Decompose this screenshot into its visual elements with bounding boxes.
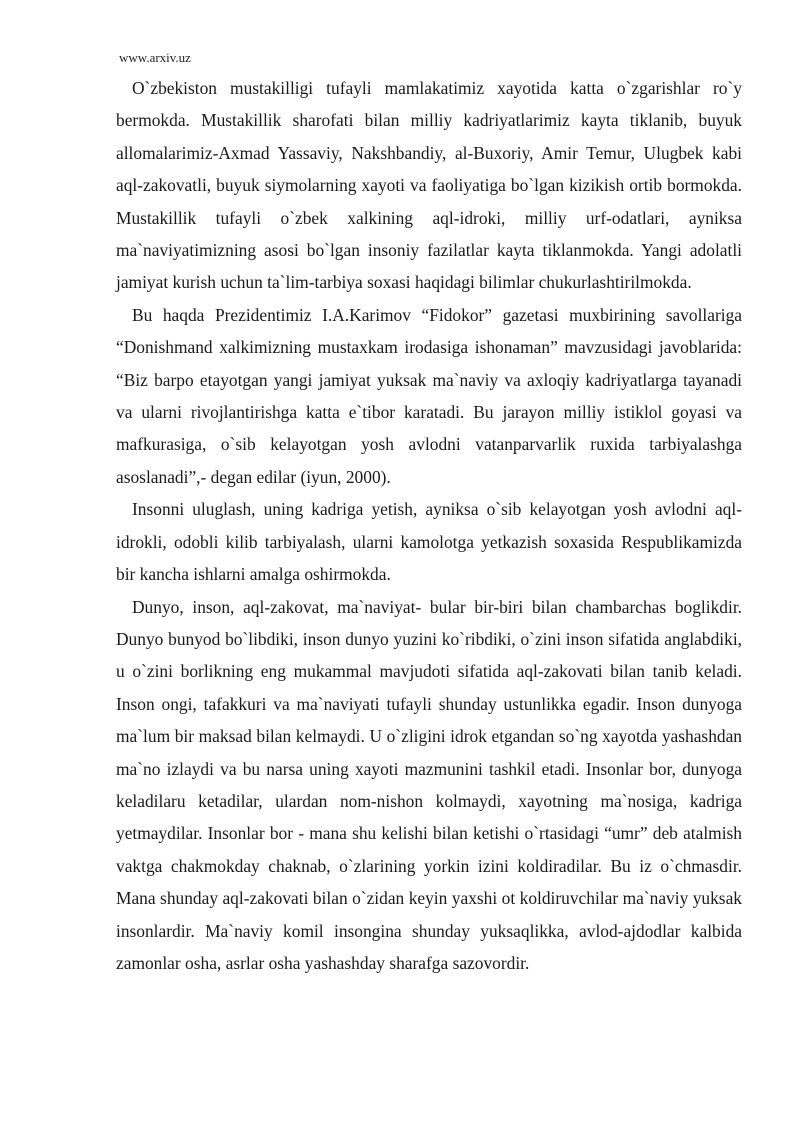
document-body (116, 72, 742, 979)
header-url[interactable]: www.arxiv.uz (119, 50, 191, 65)
paragraph-2: Bu haqda Prezidentimiz I.A.Karimov “Fidokor” gazetasi muxbirining savollariga “Donishmand xalkimizning mustaxkam irodasiga ishonaman” mavzusidagi javoblarida: “Biz barpo etayotgan yangi jamiyat yuksak ma`naviy va axloqiy kadriyatlarga tayanadi va ularni rivojlantirishga katta e`tibor karatadi. Bu jarayon milliy istiklol goyasi va mafkurasiga, o`sib kelayotgan yosh avlodni vatanparvarlik ruxida tarbiyalashga asoslanadi”,- degan edilar (iyun, 2000). (116, 304, 742, 487)
paragraph-3: Insonni uluglash, uning kadriga yetish, ayniksa o`sib kelayotgan yosh avlodni aql-idrokli, odobli kilib tarbiyalash, ularni kamolotga yetkazish soxasida Respublikamizda bir kancha ishlarni amalga oshirmokda. (116, 499, 742, 585)
paragraph-4: Dunyo, inson, aql-zakovat, ma`naviyat- bular bir-biri bilan chambarchas boglikdir. Dunyo bunyod bo`libdiki, inson dunyo yuzini ko`ribdiki, o`zini inson sifatida anglabdiki, u o`zini borlikning eng mukammal mavjudoti sifatida aql-zakovati bilan tanib keladi. Inson ongi, tafakkuri va ma`naviyati tufayli shunday ustunlikka egadir. Inson dunyoga ma`lum bir maksad bilan kelmaydi. U o`zligini idrok etgandan so`ng xayotda yashashdan ma`no izlaydi va bu narsa uning xayoti mazmunini tashkil etadi. Insonlar bor, dunyoga keladilaru ketadilar, ulardan nom-nishon kolmaydi, xayotning ma`nosiga, kadriga yetmaydilar. Insonlar bor - mana shu kelishi bilan ketishi o`rtasidagi “umr” deb atalmish vaktga chakmokday chaknab, o`zlarining yorkin izini koldiradilar. Bu iz o`chmasdir. Mana shunday aql-zakovati bilan o`zidan keyin yaxshi ot koldiruvchilar ma`naviy yuksak insonlardir. Ma`naviy komil insongina shunday yuksaqlikka, avlod-ajdodlar kalbida zamonlar osha, asrlar osha yashashday sharafga sazovordir. (116, 596, 742, 973)
paragraph-1: O`zbekiston mustakilligi tufayli mamlakatimiz xayotida katta o`zgarishlar ro`y bermokda. Mustakillik sharofati bilan milliy kadriyatlarimiz kayta tiklanib, buyuk allomalarimiz-Axmad Yassaviy, Nakshbandiy, al-Buxoriy, Amir Temur, Ulugbek kabi aql-zakovatli, buyuk siymolarning xayoti va faoliyatiga bo`lgan kizikish ortib bormokda. Mustakillik tufayli o`zbek xalkining aql-idroki, milliy urf-odatlari, ayniksa ma`naviyatimizning asosi bo`lgan insoniy fazilatlar kayta tiklanmokda. Yangi adolatli jamiyat kurish uchun ta`lim-tarbiya soxasi haqidagi bilimlar chukurlashtirilmokda. (116, 78, 742, 293)
